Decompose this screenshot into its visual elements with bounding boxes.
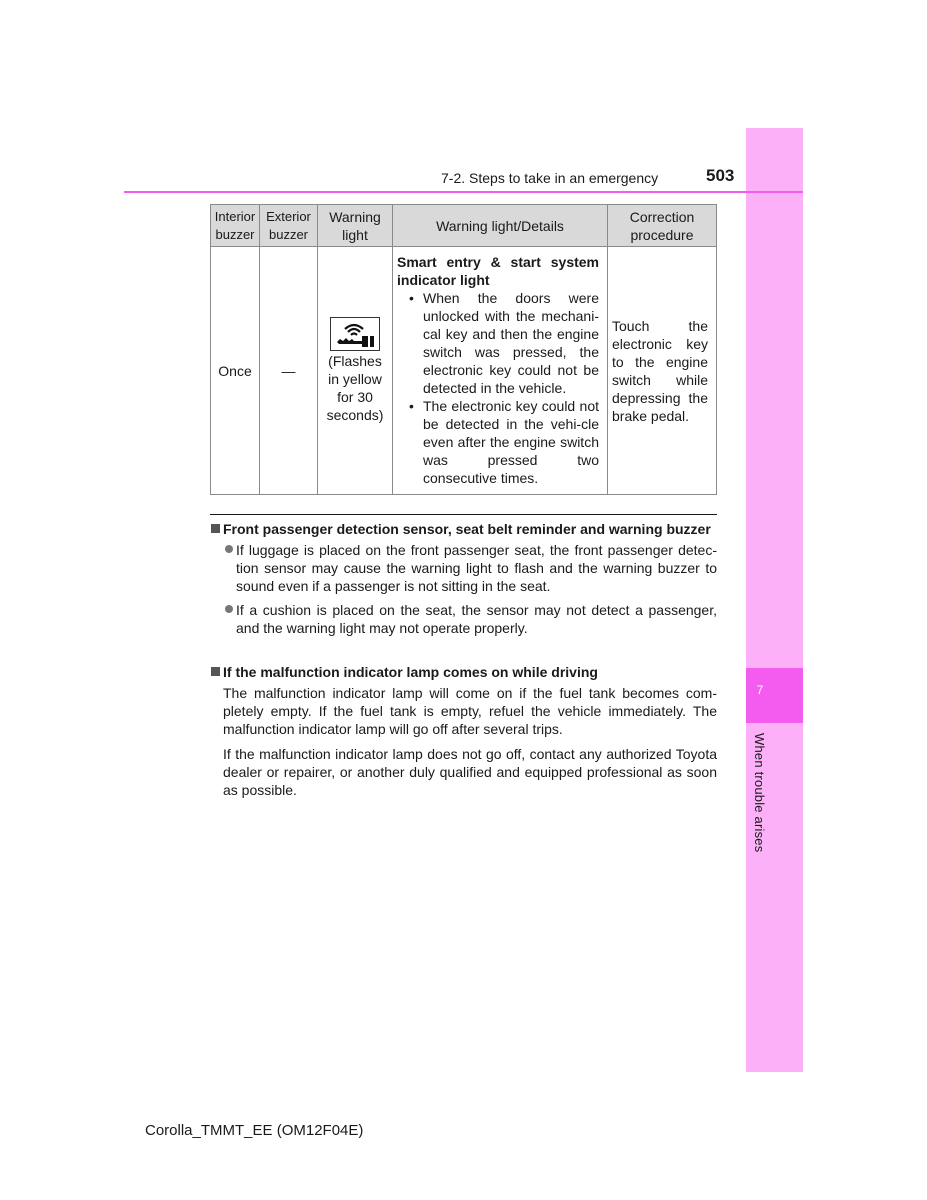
section-heading: If the malfunction indicator lamp comes on while driving	[210, 663, 717, 681]
warning-light-note: (Flashes in yellow for 30 seconds)	[326, 353, 384, 423]
section-malfunction-lamp	[210, 663, 717, 799]
interior-buzzer-value: Once	[211, 247, 260, 495]
header-correction: Correction procedure	[608, 205, 717, 247]
header-divider	[124, 191, 803, 193]
warning-light-cell	[318, 247, 393, 495]
header-exterior-buzzer: Exterior buzzer	[260, 205, 318, 247]
details-cell	[393, 247, 608, 495]
side-tab-number: 7	[756, 683, 764, 697]
side-tab	[746, 128, 803, 1072]
warning-table	[210, 204, 717, 495]
header-section-title: 7-2. Steps to take in an emergency	[441, 170, 659, 186]
details-bullet-list	[397, 289, 599, 487]
correction-procedure: Touch the electronic key to the engine switch while depressing the brake pedal.	[608, 247, 717, 495]
smart-key-indicator-icon	[330, 317, 380, 351]
paragraph: If the malfunction indicator lamp does not go off, contact any authorized Toyota dealer or repairer, or another duly qualified and equipped professional as soon as possible.	[223, 746, 717, 798]
header-warning-light: Warning light	[318, 205, 393, 247]
list-item: If a cushion is placed on the seat, the sensor may not detect a passenger, and the warning light may not operate properly.	[210, 601, 717, 637]
side-tab-label: When trouble arises	[752, 733, 767, 853]
section-passenger-sensor	[210, 520, 717, 637]
exterior-buzzer-value: —	[260, 247, 318, 495]
header-details: Warning light/Details	[393, 205, 608, 247]
list-item: • The electronic key could not be detected in the vehi-cle even after the engine switch was pressed two consecutive times.	[397, 397, 599, 487]
table-header-row	[211, 205, 717, 247]
paragraph: The malfunction indicator lamp will come on if the fuel tank becomes com-pletely empty. If the fuel tank is empty, refuel the vehicle immediately. The malfunction indicator lamp will go off after several trips.	[223, 685, 717, 737]
table-row	[211, 247, 717, 495]
footer-model-code: Corolla_TMMT_EE (OM12F04E)	[145, 1122, 364, 1139]
header-interior-buzzer: Interior buzzer	[211, 205, 260, 247]
details-title: Smart entry & start system indicator light	[397, 254, 599, 288]
section-divider	[210, 514, 717, 515]
list-item: • When the doors were unlocked with the mechani-cal key and then the engine switch was pressed, the electronic key could not be detected in the vehicle.	[397, 289, 599, 397]
list-item: If luggage is placed on the front passenger seat, the front passenger detec-tion sensor may cause the warning light to flash and the warning buzzer to sound even if a passenger is not sitting in the seat.	[210, 541, 717, 595]
page-number: 503	[706, 166, 735, 185]
section-heading: Front passenger detection sensor, seat belt reminder and warning buzzer	[210, 520, 717, 538]
